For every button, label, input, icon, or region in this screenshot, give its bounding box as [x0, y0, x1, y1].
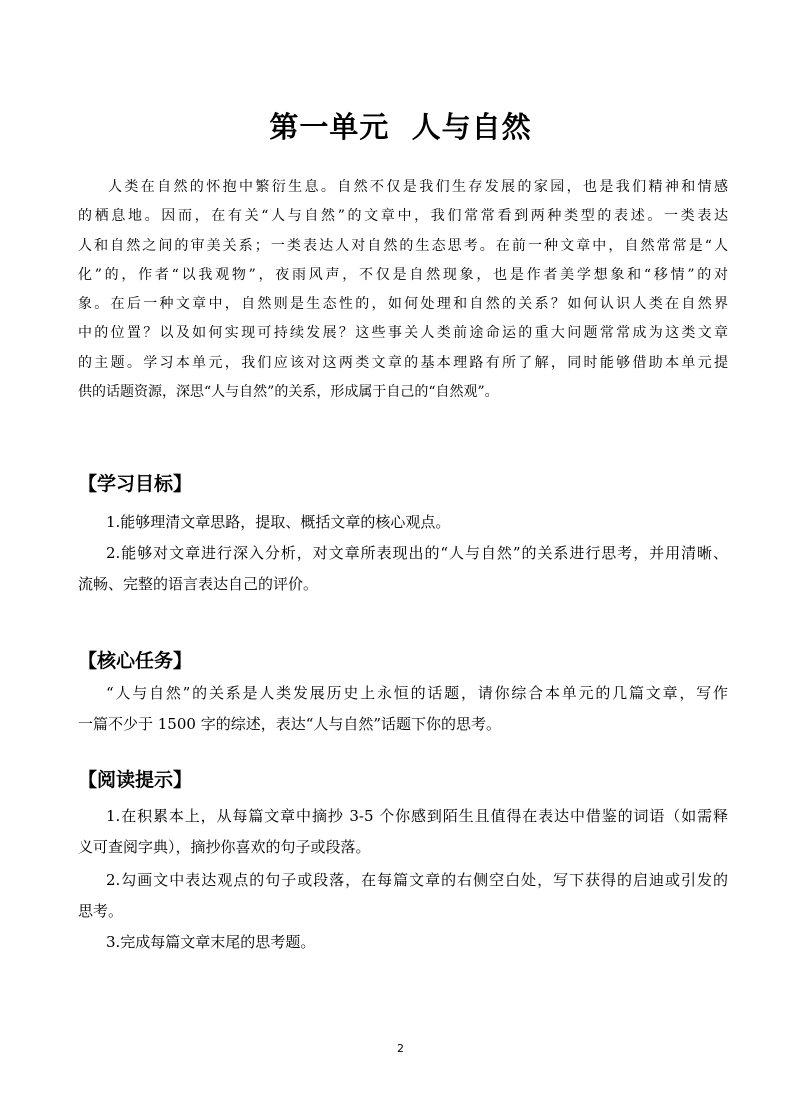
- page-number: 2: [397, 1042, 404, 1055]
- core-task-paragraph: [78, 678, 728, 740]
- page-title: 第一单元 人与自然: [269, 110, 532, 144]
- intro-line: 化”的，作者“以我观物”，夜雨风声，不仅是自然现象，也是作者美学想象和“移情”的对: [78, 266, 728, 283]
- reading-tip-line: 义可查阅字典），摘抄你喜欢的句子或段落。: [78, 838, 371, 856]
- reading-tip-line: 2.勾画文中表达观点的句子或段落，在每篇文章的右侧空白处，写下获得的启迪或引发的: [106, 871, 728, 889]
- reading-tip-line: 3.完成每篇文章末尾的思考题。: [106, 933, 316, 951]
- reading-tip-item: [78, 865, 728, 927]
- learning-goal-line: 1.能够理清文章思路，提取、概括文章的核心观点。: [106, 513, 451, 531]
- reading-tip-line: 思考。: [78, 902, 124, 920]
- intro-line: 人和自然之间的审美关系；一类表达人对自然的生态思考。在前一种文章中，自然常常是“人: [78, 237, 728, 254]
- reading-tip-item: [78, 927, 728, 958]
- intro-paragraph: [78, 173, 728, 407]
- intro-line: 人类在自然的怀抱中繁衍生息。自然不仅是我们生存发展的家园，也是我们精神和情感: [108, 179, 728, 195]
- reading-tip-line: 1.在积累本上，从每篇文章中摘抄 3-5 个你感到陌生且值得在表达中借鉴的词语（如需释: [106, 807, 728, 825]
- intro-line: 的栖息地。因而，在有关“人与自然”的文章中，我们常常看到两种类型的表述。一类表达: [78, 208, 728, 225]
- learning-goal-item: [78, 538, 728, 600]
- reading-tips-heading: 【阅读提示】: [78, 769, 193, 791]
- intro-line: 供的话题资源，深思“人与自然”的关系，形成属于自己的“自然观”。: [78, 384, 499, 401]
- intro-line: 的主题。学习本单元，我们应该对这两类文章的基本理路有所了解，同时能够借助本单元提: [78, 354, 728, 371]
- learning-goal-item: [78, 507, 728, 538]
- core-task-line: “人与自然”的关系是人类发展历史上永恒的话题，请你综合本单元的几篇文章，写作: [106, 684, 728, 702]
- learning-goal-line: 流畅、完整的语言表达自己的评价。: [78, 575, 319, 593]
- learning-goals-heading: 【学习目标】: [78, 473, 193, 495]
- core-task-line: 一篇不少于 1500 字的综述，表达“人与自然”话题下你的思考。: [78, 715, 502, 733]
- intro-line: 象。在后一种文章中，自然则是生态性的，如何处理和自然的关系？如何认识人类在自然界: [78, 296, 728, 313]
- learning-goal-line: 2.能够对文章进行深入分析，对文章所表现出的“人与自然”的关系进行思考，并用清晰、: [106, 544, 728, 562]
- reading-tip-item: [78, 801, 728, 863]
- intro-line: 中的位置？以及如何实现可持续发展？这些事关人类前途命运的重大问题常常成为这类文章: [78, 325, 728, 342]
- core-task-heading: 【核心任务】: [78, 650, 193, 672]
